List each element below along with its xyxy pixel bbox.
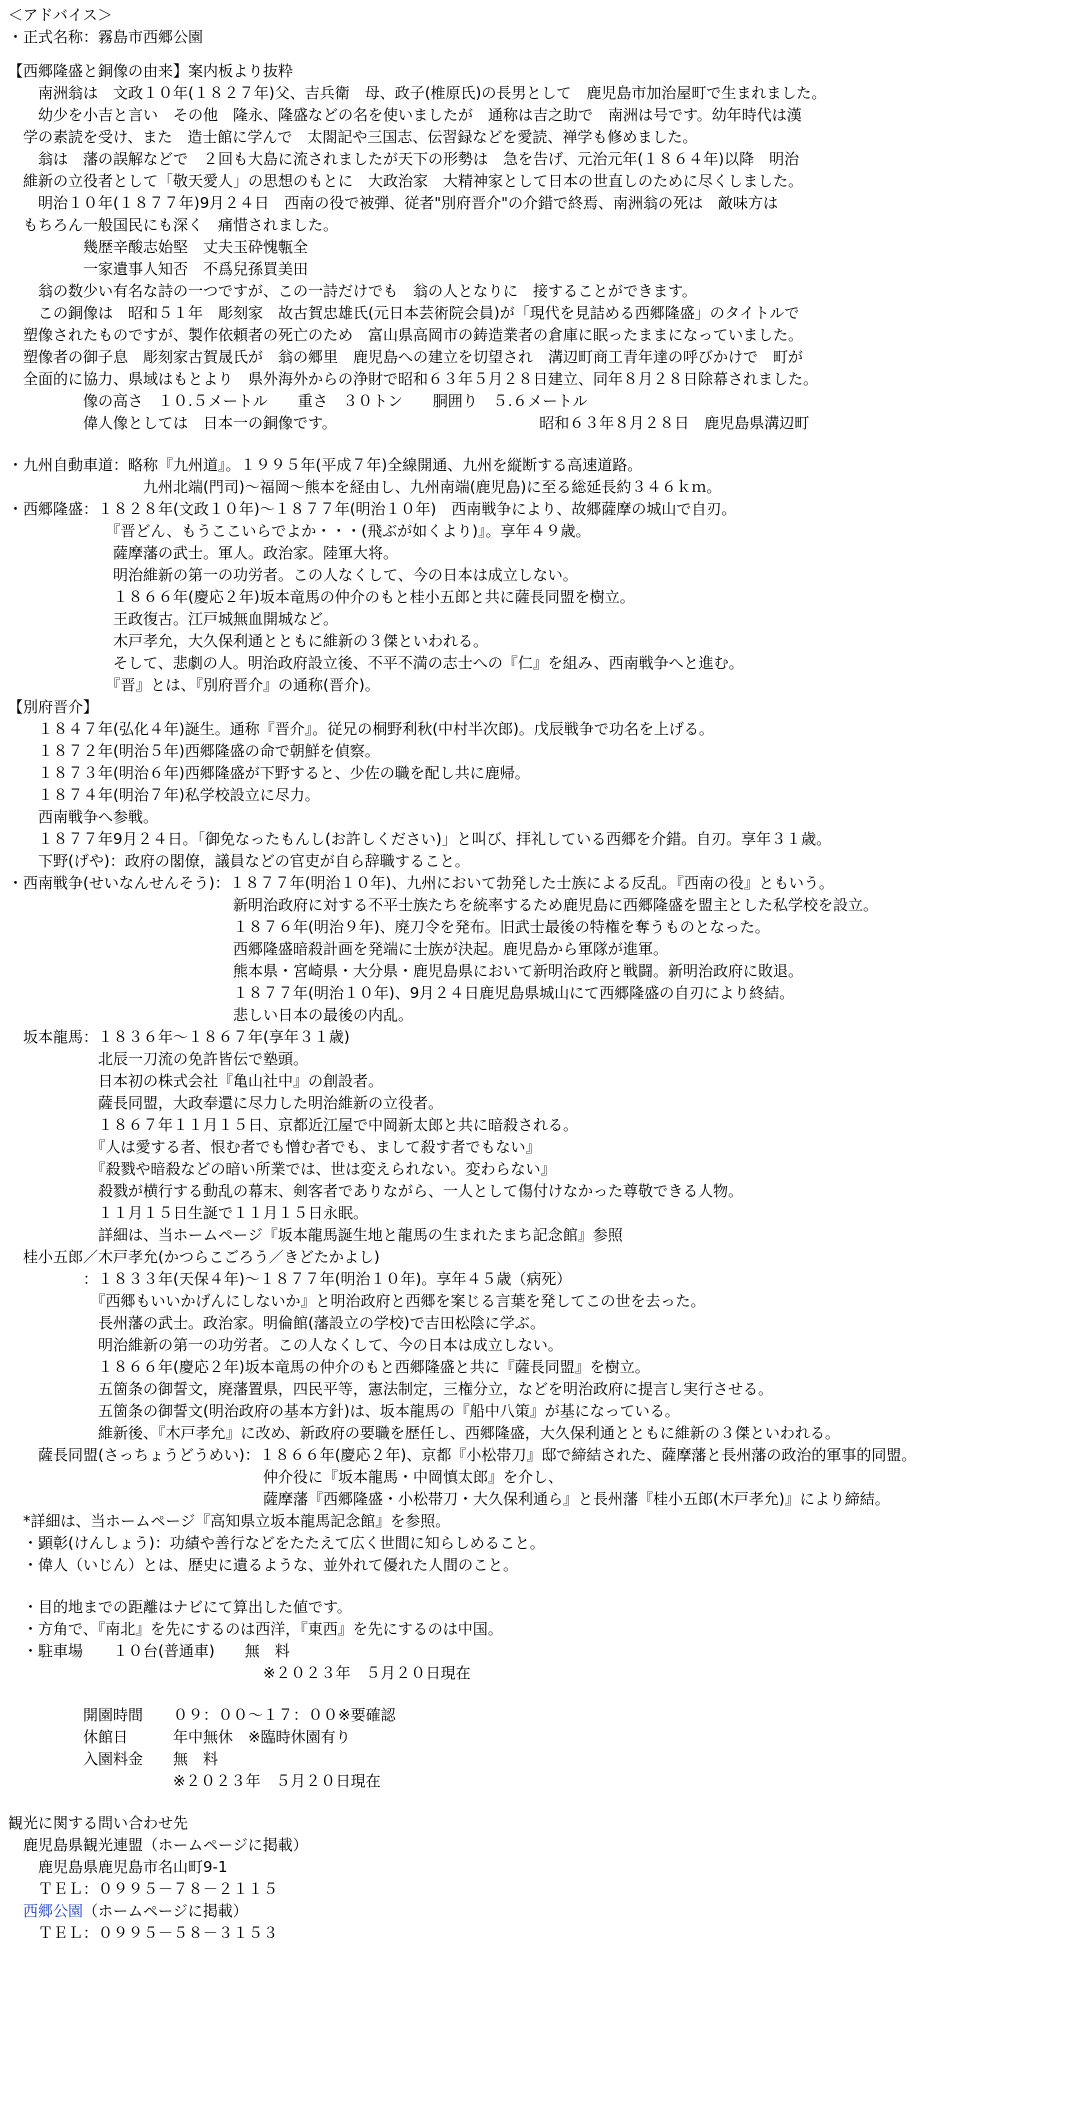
- spacer: [8, 434, 1078, 454]
- note-text-line: そして、悲劇の人。明治政府設立後、不平不満の志士への『仁』を組み、西南戦争へと進む。: [8, 654, 744, 672]
- origin-text-line: 維新の立役者として「敬天愛人」の思想のもとに 大政治家 大精神家として日本の世直しのために尽くしました。: [8, 172, 804, 190]
- contact-address: 鹿児島県鹿児島市名山町9-1: [8, 1858, 228, 1876]
- note-text-line: 木戸孝允，大久保利通とともに維新の３傑といわれる。: [8, 632, 489, 650]
- note-text-line: 九州北端(門司)～福岡～熊本を経由し、九州南端(鹿児島)に至る総延長約３４６ｋｍ。: [8, 478, 722, 496]
- hours-text-line: 休館日 年中無休 ※臨時休園有り: [8, 1728, 351, 1746]
- note-text-line: 『晋』とは、『別府晋介』の通称(晋介)。: [8, 676, 380, 694]
- origin-text-line: 一家遺事人知否 不爲兒孫買美田: [8, 260, 309, 278]
- contact-heading: 観光に関する問い合わせ先: [8, 1814, 189, 1832]
- note-text-line: 下野(げや)：政府の閣僚，議員などの官吏が自ら辞職すること。: [8, 852, 470, 870]
- note-text-line: 熊本県・宮崎県・大分県・鹿児島県において新明治政府と戦闘。新明治政府に敗退。: [8, 962, 804, 980]
- note-text-line: 薩摩藩の武士。軍人。政治家。陸軍大将。: [8, 544, 399, 562]
- note-text-line: 桂小五郎／木戸孝允(かつらこごろう／きどたかよし): [8, 1248, 380, 1266]
- note-text-line: 五箇条の御誓文，廃藩置県，四民平等，憲法制定，三権分立，などを明治政府に提言し実行させる。: [8, 1380, 774, 1398]
- official-name: ・正式名称：霧島市西郷公園: [8, 28, 204, 46]
- note-text-line: ・西郷隆盛：１８２８年(文政１０年)～１８７７年(明治１０年) 西南戦争により、故郷薩摩の城山で自刃。: [8, 500, 737, 518]
- origin-text-line: 明治１０年(１８７７年)9月２４日 西南の役で被弾、従者"別府晋介"の介錯で終焉、南洲翁の死は 敵味方は: [8, 194, 779, 212]
- note-text-line: １８６６年(慶応２年)坂本竜馬の仲介のもと桂小五郎と共に薩長同盟を樹立。: [8, 588, 635, 606]
- advice-heading: ＜アドバイス＞: [8, 6, 113, 24]
- note-text-line: ・偉人（いじん）とは、歴史に遺るような、並外れて優れた人間のこと。: [8, 1556, 519, 1574]
- note-text-line: 王政復古。江戸城無血開城など。: [8, 610, 339, 628]
- note-text-line: 『西郷もいいかげんにしないか』と明治政府と西郷を案じる言葉を発してこの世を去った。: [8, 1292, 706, 1310]
- note-text-line: １８７３年(明治６年)西郷隆盛が下野すると、少佐の職を配し共に鹿帰。: [8, 764, 530, 782]
- contact-park-note: （ホームページに掲載）: [83, 1902, 248, 1920]
- spacer: [8, 1576, 1078, 1596]
- note-text-line: 殺戮が横行する動乱の幕末、剣客者でありながら、一人として傷付けなかった尊敬できる人物。: [8, 1182, 744, 1200]
- info-text-line: ・駐車場 １０台(普通車) 無 料: [8, 1642, 290, 1660]
- note-text-line: 『殺戮や暗殺などの暗い所業では、世は変えられない。変わらない』: [8, 1160, 556, 1178]
- note-text-line: １８７２年(明治５年)西郷隆盛の命で朝鮮を偵察。: [8, 742, 380, 760]
- origin-title: 【西郷隆盛と銅像の由来】案内板より抜粋: [8, 62, 294, 80]
- origin-text-line: 塑像者の御子息 彫刻家古賀晟氏が 翁の郷里 鹿児島への建立を切望され 溝辺町商工青年達の呼びかけで 町が: [8, 348, 804, 366]
- contact-org: 鹿児島県観光連盟（ホームページに掲載）: [8, 1836, 308, 1854]
- notes-section: [8, 454, 1078, 1576]
- note-text-line: １１月１５日生誕で１１月１５日永眠。: [8, 1204, 369, 1222]
- hours-text-line: 入園料金 無 料: [8, 1750, 219, 1768]
- note-text-line: 薩摩藩『西郷隆盛・小松帯刀・大久保利通ら』と長州藩『桂小五郎(木戸孝允)』により締結。: [8, 1490, 890, 1508]
- note-text-line: 薩長同盟，大政奉還に尽力した明治維新の立役者。: [8, 1094, 444, 1112]
- info-section: [8, 1596, 1078, 1684]
- note-text-line: 長州藩の武士。政治家。明倫館(藩設立の学校)で吉田松陰に学ぶ。: [8, 1314, 546, 1332]
- origin-text-line: 学の素読を受け、また 造士館に学んで 太閤記や三国志、伝習録などを愛読、禅学も修めました。: [8, 128, 698, 146]
- origin-text-line: 幼少を小吉と言い その他 隆永、隆盛などの名を使いましたが 通称は吉之助で 南洲は号です。幼年時代は漢: [8, 106, 802, 124]
- note-text-line: １８６７年１１月１５日、京都近江屋で中岡新太郎と共に暗殺される。: [8, 1116, 579, 1134]
- info-text-line: ・方角で、『南北』を先にするのは西洋，『東西』を先にするのは中国。: [8, 1620, 503, 1638]
- note-text-line: １８７７年9月２４日。「御免なったもんし(お許しください)」と叫び、拝礼している西郷を介錯。自刃。享年３１歳。: [8, 830, 832, 848]
- note-text-line: 仲介役に『坂本龍馬・中岡慎太郎』を介し、: [8, 1468, 564, 1486]
- note-text-line: １８４７年(弘化４年)誕生。通称『晋介』。従兄の桐野利秋(中村半次郎)。戊辰戦争で功名を上げる。: [8, 720, 714, 738]
- origin-text-line: 翁は 藩の誤解などで ２回も大島に流されましたが天下の形勢は 急を告げ、元治元年(１８６４年)以降 明治: [8, 150, 800, 168]
- hours-text-line: 開園時間 ０９：００～１７：００※要確認: [8, 1706, 396, 1724]
- note-text-line: ・顕彰(けんしょう)：功績や善行などをたたえて広く世間に知らしめること。: [8, 1534, 545, 1552]
- saigo-park-link[interactable]: 西郷公園: [23, 1902, 84, 1920]
- note-text-line: 『人は愛する者、恨む者でも憎む者でも、まして殺す者でもない』: [8, 1138, 541, 1156]
- note-text-line: 『晋どん、もうここいらでよか・・・(飛ぶが如くより)』。享年４９歳。: [8, 522, 591, 540]
- note-text-line: 明治維新の第一の功労者。この人なくして、今の日本は成立しない。: [8, 1336, 563, 1354]
- note-text-line: 五箇条の御誓文(明治政府の基本方針)は、坂本龍馬の『船中八策』が基になっている。: [8, 1402, 680, 1420]
- note-text-line: ・九州自動車道：略称『九州道』。１９９５年(平成７年)全線開通、九州を縦断する高速道路。: [8, 456, 643, 474]
- info-text-line: ・目的地までの距離はナビにて算出した値です。: [8, 1598, 352, 1616]
- note-text-line: 明治維新の第一の功労者。この人なくして、今の日本は成立しない。: [8, 566, 578, 584]
- note-text-line: 坂本龍馬：１８３６年～１８６７年(享年３１歳): [8, 1028, 350, 1046]
- spacer: [8, 1792, 1078, 1812]
- note-text-line: 詳細は、当ホームページ『坂本龍馬誕生地と龍馬の生まれたまち記念館』参照: [8, 1226, 623, 1244]
- hours-section: [8, 1704, 1078, 1792]
- contact-tel-2: ＴＥＬ：０９９５－５８－３１５３: [8, 1924, 279, 1942]
- note-text-line: 薩長同盟(さっちょうどうめい)：１８６６年(慶応２年)、京都『小松帯刀』邸で締結された、薩摩藩と長州藩の政治的軍事的同盟。: [8, 1446, 917, 1464]
- origin-text-line: 偉人像としては 日本一の銅像です。 昭和６３年８月２８日 鹿児島県溝辺町: [8, 414, 810, 432]
- note-text-line: 北辰一刀流の免許皆伝で塾頭。: [8, 1050, 309, 1068]
- note-text-line: ・西南戦争(せいなんせんそう)：１８７７年(明治１０年)、九州において勃発した士族による反乱。『西南の役』ともいう。: [8, 874, 834, 892]
- contact-tel-1: ＴＥＬ：０９９５－７８－２１１５: [8, 1880, 279, 1898]
- origin-text-line: この銅像は 昭和５１年 彫刻家 故古賀忠雄氏(元日本芸術院会員)が「現代を見詰める西郷隆盛」のタイトルで: [8, 304, 800, 322]
- hours-text-line: ※２０２３年 ５月２０日現在: [8, 1772, 381, 1790]
- origin-section: [8, 82, 1078, 434]
- note-text-line: 【別府晋介】: [8, 698, 99, 716]
- origin-text-line: 全面的に協力、県域はもとより 県外海外からの浄財で昭和６３年５月２８日建立、同年８月２８日除幕されました。: [8, 370, 819, 388]
- origin-text-line: 幾歴辛酸志始堅 丈夫玉砕愧甎全: [8, 238, 309, 256]
- note-text-line: 新明治政府に対する不平士族たちを統率するため鹿児島に西郷隆盛を盟主とした私学校を設立。: [8, 896, 879, 914]
- note-text-line: １８７６年(明治９年)、廃刀令を発布。旧武士最後の特権を奪うものとなった。: [8, 918, 770, 936]
- note-text-line: 維新後、『木戸孝允』に改め、新政府の要職を歴任し、西郷隆盛，大久保利通とともに維新の３傑といわれる。: [8, 1424, 840, 1442]
- origin-text-line: もちろん一般国民にも深く 痛惜されました。: [8, 216, 339, 234]
- origin-text-line: 翁の数少い有名な詩の一つですが、この一詩だけでも 翁の人となりに 接することができます。: [8, 282, 697, 300]
- note-text-line: *詳細は、当ホームページ『高知県立坂本龍馬記念館』を参照。: [8, 1512, 451, 1530]
- origin-text-line: 像の高さ １０.５メートル 重さ ３０トン 胴囲り ５.６メートル: [8, 392, 588, 410]
- note-text-line: 西南戦争へ参戦。: [8, 808, 159, 826]
- note-text-line: １８６６年(慶応２年)坂本竜馬の仲介のもと西郷隆盛と共に『薩長同盟』を樹立。: [8, 1358, 650, 1376]
- origin-text-line: 塑像されたものですが、製作依頼者の死亡のため 富山県高岡市の鋳造業者の倉庫に眠ったままになっていました。: [8, 326, 804, 344]
- note-text-line: 日本初の株式会社『亀山社中』の創設者。: [8, 1072, 384, 1090]
- spacer: [8, 48, 1078, 60]
- note-text-line: 悲しい日本の最後の内乱。: [8, 1006, 414, 1024]
- note-text-line: 西郷隆盛暗殺計画を発端に士族が決起。鹿児島から軍隊が進軍。: [8, 940, 669, 958]
- origin-text-line: 南洲翁は 文政１０年(１８２７年)父、吉兵衛 母、政子(椎原氏)の長男として 鹿児島市加治屋町で生まれました。: [8, 84, 827, 102]
- contact-park-row: [8, 1900, 1078, 1922]
- document-body: [8, 4, 1078, 1944]
- spacer: [8, 1684, 1078, 1704]
- note-text-line: １８７４年(明治７年)私学校設立に尽力。: [8, 786, 320, 804]
- note-text-line: １８７７年(明治１０年)、9月２４日鹿児島県城山にて西郷隆盛の自刃により終結。: [8, 984, 795, 1002]
- note-text-line: ：１８３３年(天保４年)～１８７７年(明治１０年)。享年４５歳（病死）: [8, 1270, 572, 1288]
- info-text-line: ※２０２３年 ５月２０日現在: [8, 1664, 471, 1682]
